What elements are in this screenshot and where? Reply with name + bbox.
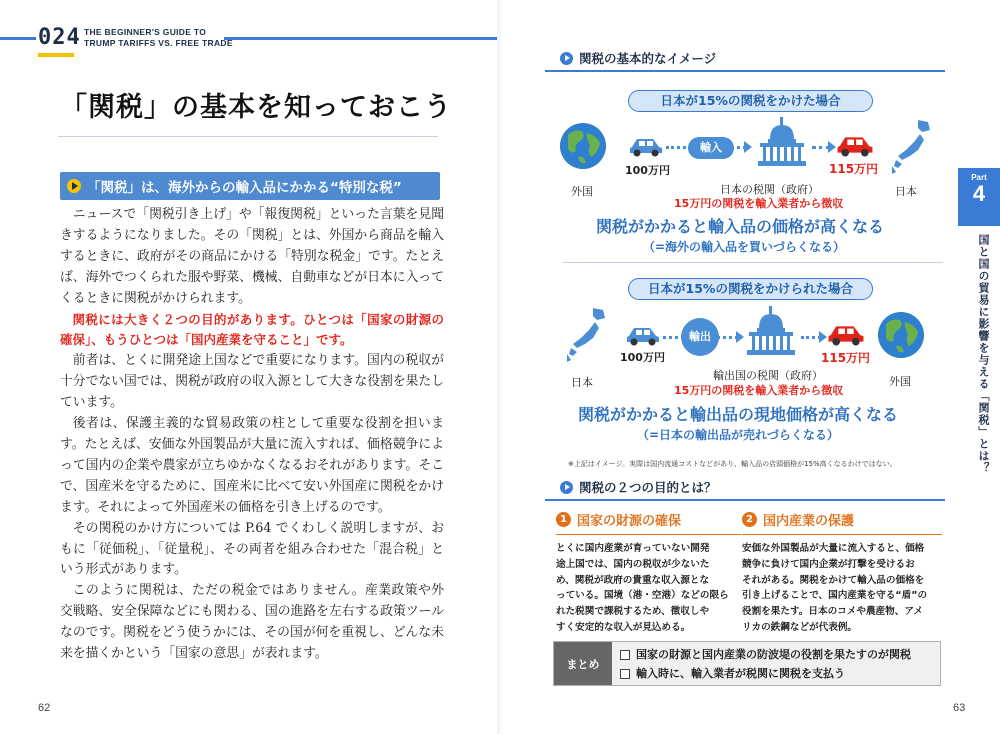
play-icon — [560, 481, 573, 494]
summary-tag: まとめ — [554, 642, 612, 685]
arrow-head-icon — [744, 141, 752, 153]
customs-label: 輸出国の税関（政府） — [713, 369, 823, 382]
purpose-card-1 — [556, 510, 741, 636]
summary-item — [620, 645, 932, 664]
purpose-1-line: すく安定的な収入が見込める。 — [556, 621, 691, 633]
footnote: ※上記はイメージ。実際は国内流通コストなどがあり、輸入品の店頭価格が15%高くなるわけではない。 — [568, 460, 897, 468]
part-tab — [958, 168, 1000, 226]
export-bubble: 輸出 — [681, 318, 719, 356]
page-number-left: 62 — [38, 702, 51, 714]
paragraph: ニュースで「関税引き上げ」や「報復関税」といった言葉を見聞きするようになりました。その「関税」とは、外国から商品を輸入するときに、政府がその商品にかける「特別な税金」です。たとえば、海外でつくられた服や野菜、機械、自動車などが日本に入ってくるときに関税がかけられます。 — [60, 207, 444, 306]
header-rule-right — [224, 37, 497, 40]
japan-map-icon — [890, 118, 935, 178]
left-page — [0, 0, 497, 734]
page-number-right: 63 — [953, 702, 966, 714]
purpose-2-line: リカの鉄鋼などが代表例。 — [742, 621, 858, 633]
section-heading-2 — [560, 478, 717, 496]
scenario-divider — [563, 262, 943, 263]
scenario-2-subline: （=日本の輸出品が売れづらくなる） — [637, 428, 839, 442]
header-rule-left — [0, 37, 36, 40]
part-tab-number: 4 — [972, 181, 986, 206]
purpose-2-line: 安価な外国製品が大量に流入すると、価格 — [742, 543, 925, 554]
purpose-2-line: 競争に負けて国内企業が打撃を受けるお — [742, 558, 915, 570]
chapter-subtitle-line-2: TRUMP TARIFFS VS. FREE TRADE — [84, 38, 233, 48]
arrow-head-icon — [736, 331, 744, 343]
purpose-1-line: れた税関で課税するため、徴収しや — [556, 606, 710, 618]
paragraph: 後者は、保護主義的な貿易政策の柱として重要な役割を担います。たとえば、安価な外国製品が大量に流入すれば、価格競争によって国内の企業や農家が立ちゆかなくなるおそれがあります。そこで、国産米を守るために、国産米に比べて安い外国産に関税をかけます。それによって外国産米の価格を引き上げるのです。 — [60, 416, 444, 515]
part-tab-label: Part — [971, 173, 987, 182]
flow-arrow — [801, 336, 821, 339]
purpose-1-title: 国家の財源の確保 — [577, 514, 682, 529]
car-icon — [835, 133, 875, 157]
globe-icon — [878, 312, 924, 358]
japan-label: 日本 — [571, 376, 593, 389]
play-icon — [67, 179, 81, 193]
car-icon — [628, 135, 664, 157]
section-rule-2 — [545, 499, 945, 501]
chapter-number: 024 — [38, 25, 81, 50]
chapter-number-underline — [38, 53, 74, 57]
japan-map-icon — [565, 306, 610, 366]
import-bubble: 輸入 — [688, 137, 734, 159]
price-before: 100万円 — [620, 351, 665, 364]
section-heading-1 — [560, 49, 716, 67]
subheading-bar — [60, 172, 440, 200]
right-page — [503, 0, 1000, 734]
foreign-label: 外国 — [571, 185, 593, 198]
play-icon — [560, 52, 573, 65]
japan-label: 日本 — [895, 185, 917, 198]
chapter-subtitle-line-1: THE BEGINNER'S GUIDE TO — [84, 27, 207, 37]
customs-building-icon — [756, 117, 808, 167]
purpose-2-body — [742, 541, 942, 636]
purpose-card-2 — [742, 510, 942, 636]
paragraph: 前者は、とくに開発途上国などで重要になります。国内の税収が十分でない国では、関税が政府の収入源として大きな役割を果たしています。 — [60, 353, 445, 411]
scenario-1-label: 日本が15%の関税をかけた場合 — [628, 90, 873, 112]
checkbox-icon — [620, 650, 630, 660]
summary-item-text: 国家の財源と国内産業の防波堤の役割を果たすのが関税 — [636, 648, 911, 661]
purpose-1-line: とくに国内産業が育っていない開発 — [556, 543, 710, 554]
purpose-1-line: 途上国では、国内の税収が少ないた — [556, 558, 710, 570]
purpose-1-heading — [556, 510, 741, 535]
customs-building-icon — [745, 306, 797, 356]
section-rule-1 — [545, 70, 945, 72]
car-icon — [826, 322, 866, 346]
tariff-note: 15万円の関税を輸入業者から徴収 — [674, 197, 844, 210]
subheading-text: 「関税」は、海外からの輸入品にかかる“特別な税” — [87, 180, 402, 196]
purpose-2-line: それがある。関税をかけて輸入品の価格を — [742, 574, 925, 586]
paragraph: このように関税は、ただの税金ではありません。産業政策や外交戦略、安全保障などにも関わる、国の進路を左右する政策ツールなのです。関税をどう使うかには、その国が何を重視し、どんな未来を描くかという「国家の意思」が表れます。 — [60, 583, 444, 662]
purpose-1-line: め、関税が政府の貴重な収入源とな — [556, 574, 710, 586]
summary-box — [553, 641, 941, 686]
part-side-title: 国と国の貿易に影響を与える「関税」とは？ — [977, 234, 990, 474]
scenario-2-label: 日本が15%の関税をかけられた場合 — [628, 278, 873, 300]
body-text — [60, 205, 444, 665]
purpose-2-number: 2 — [742, 512, 757, 527]
customs-label: 日本の税関（政府） — [720, 183, 819, 196]
summary-item-text: 輸入時に、輸入業者が税関に関税を支払う — [636, 667, 845, 680]
car-icon — [625, 324, 661, 346]
price-after: 115万円 — [821, 351, 871, 365]
chapter-subtitle — [84, 27, 234, 49]
price-after: 115万円 — [829, 162, 879, 176]
foreign-label: 外国 — [889, 375, 911, 388]
summary-items — [612, 642, 940, 685]
purpose-1-number: 1 — [556, 512, 571, 527]
highlight-paragraph: 関税には大きく２つの目的があります。ひとつは「国家の財源の確保」、もうひとつは「国内産業を守ること」です。 — [60, 311, 444, 348]
scenario-1-headline: 関税がかかると輸入品の価格が高くなる — [596, 217, 885, 236]
purpose-2-title: 国内産業の保護 — [763, 514, 855, 529]
scenario-2-headline: 関税がかかると輸出品の現地価格が高くなる — [578, 405, 899, 424]
page-title: 「関税」の基本を知っておこう — [60, 92, 452, 123]
summary-item — [620, 664, 932, 683]
paragraph: その関税のかけ方については P.64 でくわしく説明しますが、おもに「従価税」、「従量税」、その両者を組み合わせた「混合税」という形式があります。 — [60, 520, 444, 578]
tariff-note: 15万円の関税を輸入業者から徴収 — [674, 384, 844, 397]
purpose-1-body — [556, 541, 741, 636]
purpose-2-line: 引き上げることで、国内産業を守る“盾”の — [742, 590, 928, 602]
purpose-1-line: っている。国境（港・空港）などの限ら — [556, 590, 729, 602]
scenario-1-subline: （=海外の輸入品を買いづらくなる） — [643, 240, 846, 254]
section-heading-1-text: 関税の基本的なイメージ — [579, 51, 717, 66]
purpose-2-heading — [742, 510, 942, 535]
purpose-2-line: 役割を果たす。日本のコメや農産物、アメ — [742, 606, 923, 618]
title-divider — [58, 136, 438, 137]
price-before: 100万円 — [625, 164, 670, 177]
globe-icon — [560, 123, 606, 169]
checkbox-icon — [620, 669, 630, 679]
section-heading-2-text: 関税の２つの目的とは？ — [579, 480, 717, 495]
